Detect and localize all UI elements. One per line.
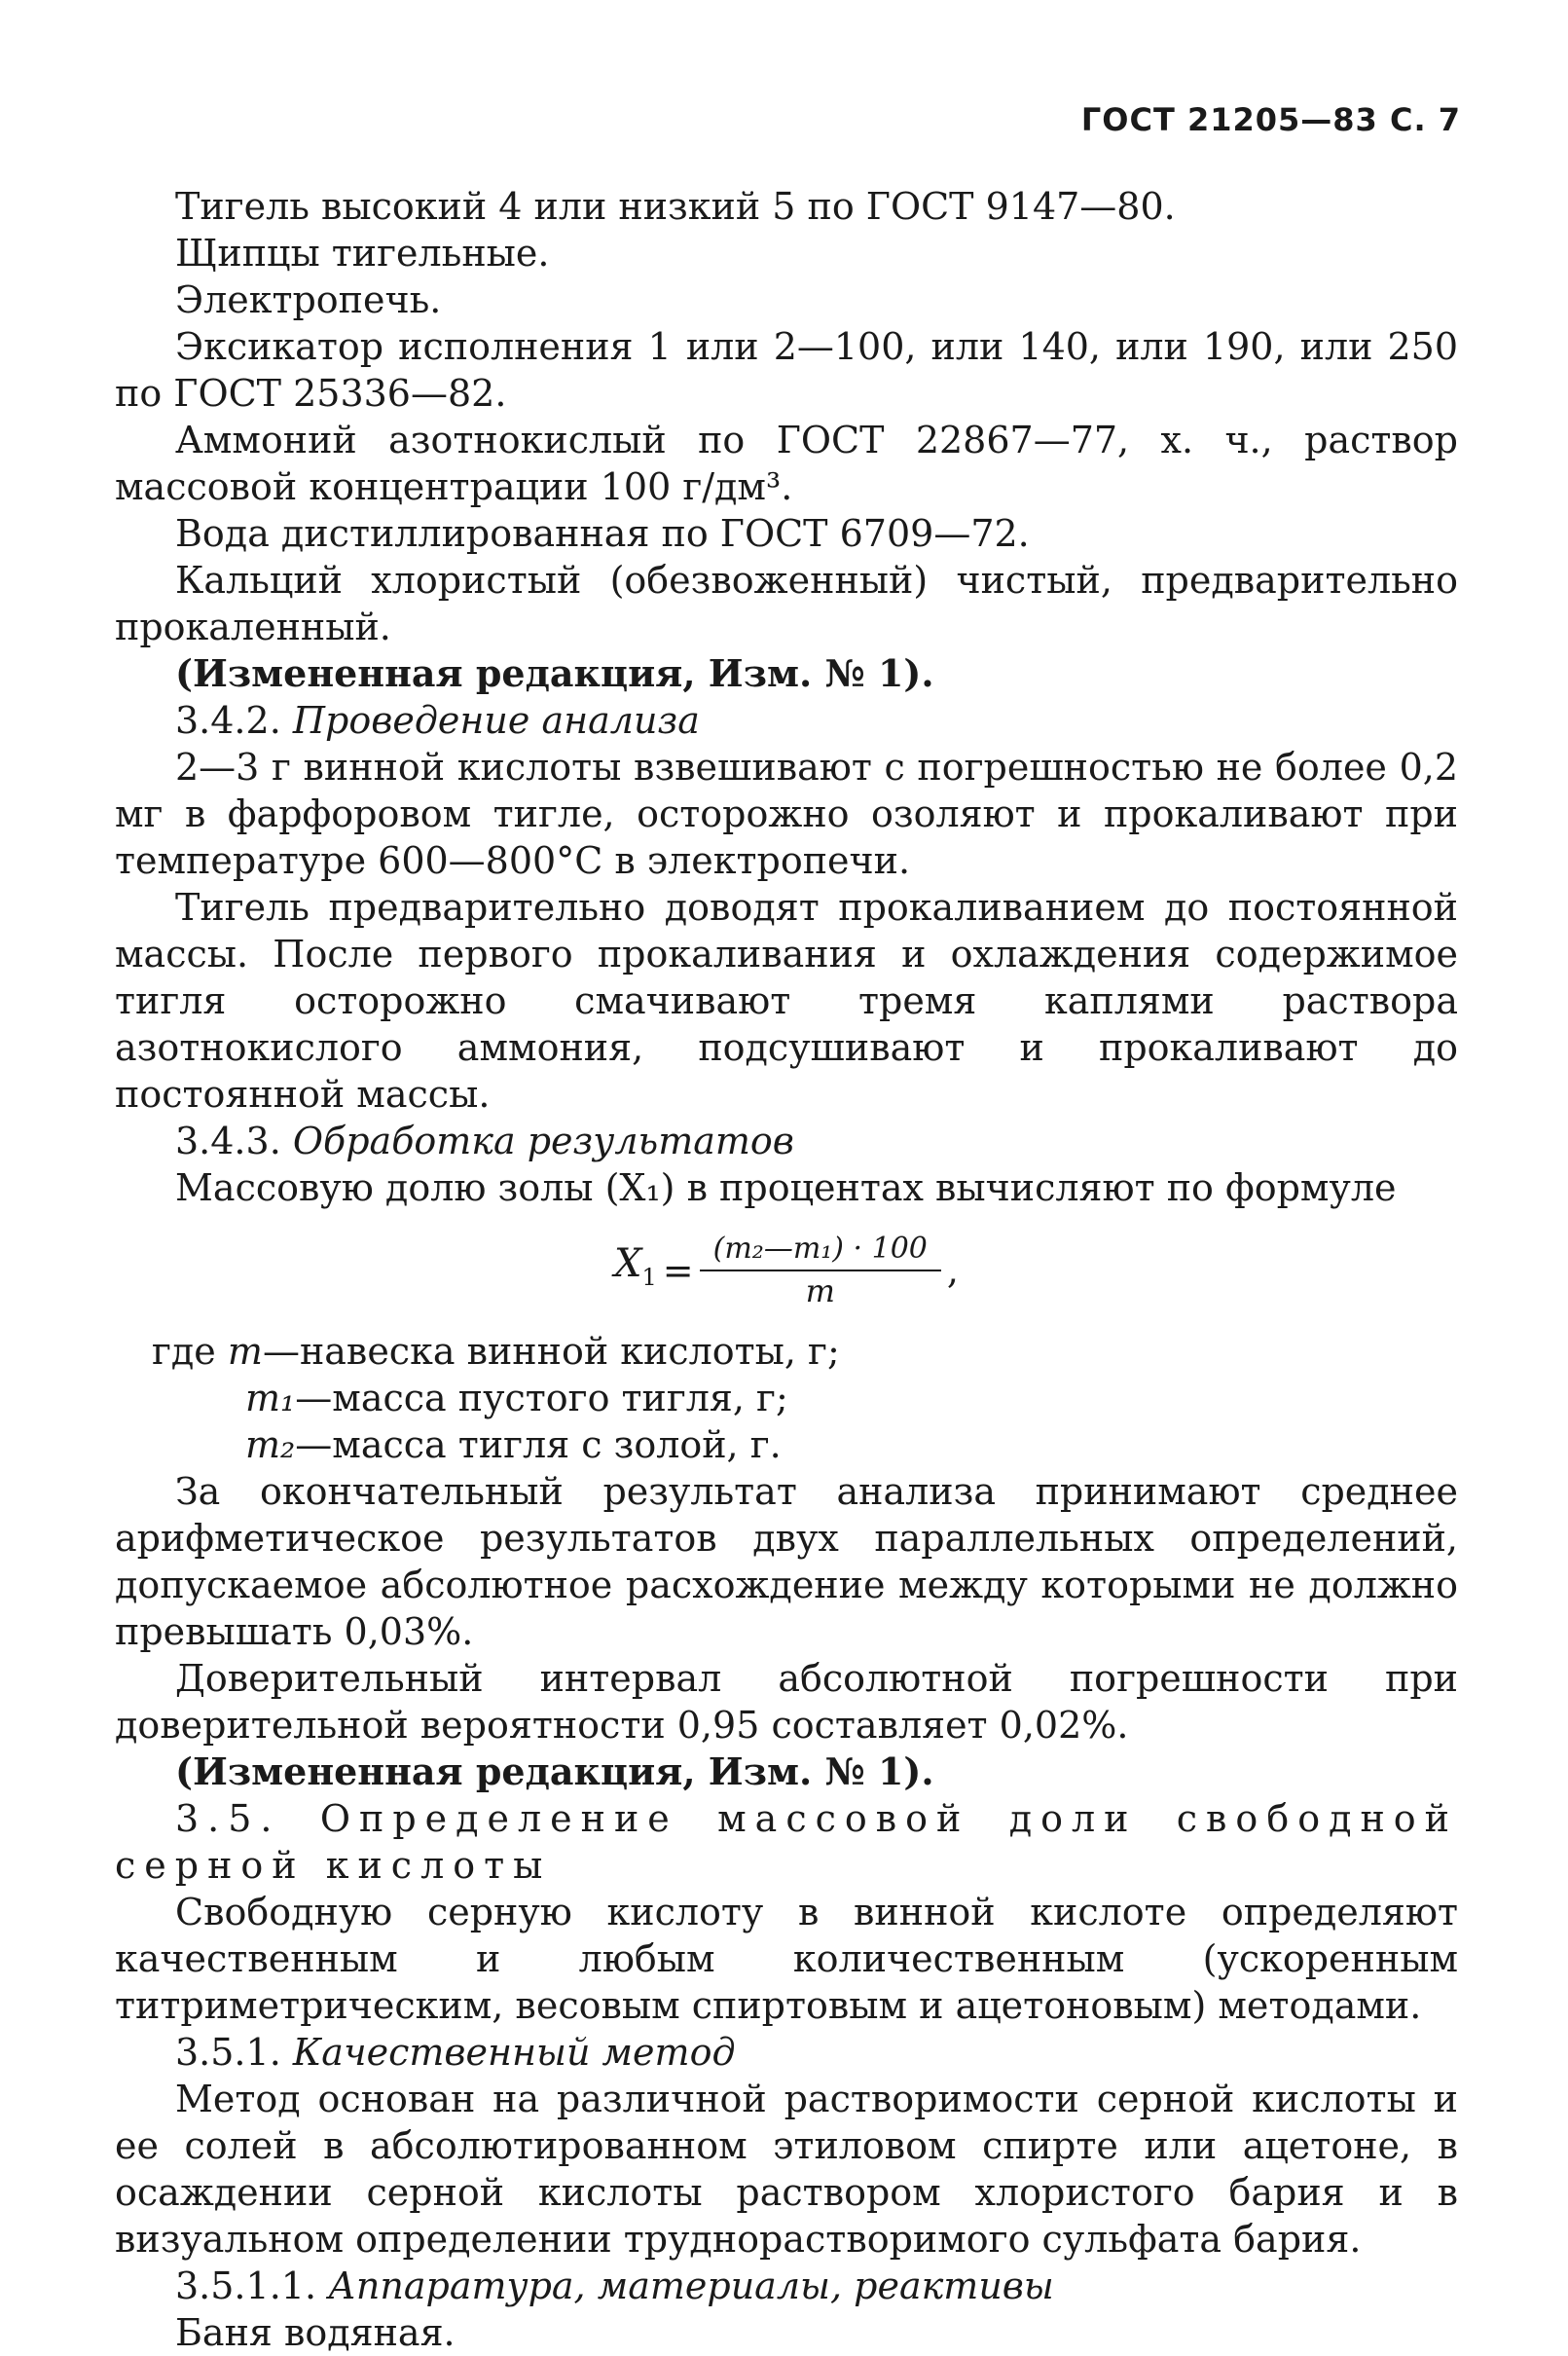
legend-row xyxy=(152,1421,1458,1468)
section-title: Аппаратура, материалы, реактивы xyxy=(328,2264,1054,2307)
section-title: Обработка результатов xyxy=(292,1120,794,1162)
page-header: ГОСТ 21205—83 С. 7 xyxy=(1080,101,1461,138)
formula-variable: X xyxy=(614,1241,642,1286)
section-number: 3.5.1.1. xyxy=(175,2264,317,2307)
section-number: 3.5.1. xyxy=(175,2031,281,2074)
section-number: 3.4.2. xyxy=(175,699,281,742)
formula-subscript: 1 xyxy=(641,1264,657,1291)
paragraph-final-result: За окончательный результат анализа принимают среднее арифметическое результатов двух параллельных определений, допускаемое абсолютное расхождение между которыми не должно превышать 0,03%. xyxy=(115,1470,1458,1653)
ash-formula xyxy=(115,1217,1458,1324)
section-heading-3-4-2 xyxy=(115,697,1458,744)
section-heading-3-5: 3.5. Определение массовой доли свободной серной кислоты xyxy=(115,1797,1458,1887)
formula-lhs xyxy=(614,1240,657,1301)
legend-lead: где xyxy=(152,1330,216,1373)
formula-denominator: m xyxy=(805,1272,835,1309)
section-heading-3-5-1 xyxy=(115,2029,1458,2076)
paragraph-desiccator: Эксикатор исполнения 1 или 2—100, или 140, или 190, или 250 по ГОСТ 25336—82. xyxy=(115,325,1458,415)
paragraph-tongs: Щипцы тигельные. xyxy=(175,232,550,275)
legend-symbol: m₂ xyxy=(245,1423,296,1466)
paragraph-sulfuric-methods: Свободную серную кислоту в винной кислоте определяют качественным и любым количественным (ускоренным титриметрическим, весовым спиртовым и ацетоновым) методами. xyxy=(115,1891,1458,2027)
formula-comma: , xyxy=(946,1249,959,1292)
amendment-note: (Измененная редакция, Изм. № 1). xyxy=(175,651,934,695)
section-title: Проведение анализа xyxy=(292,699,700,742)
formula-numerator: (m₂—m₁) · 100 xyxy=(700,1231,941,1271)
amendment-note: (Измененная редакция, Изм. № 1). xyxy=(175,1749,934,1793)
paragraph-method-basis: Метод основан на различной растворимости серной кислоты и ее солей в абсолютированном этиловом спирте или ацетоне, в осаждении серной кислоты раствором хлористого бария и в визуальном определении труднорастворимого сульфата бария. xyxy=(115,2078,1458,2261)
paragraph-distilled-water: Вода дистиллированная по ГОСТ 6709—72. xyxy=(175,512,1030,555)
paragraph-confidence: Доверительный интервал абсолютной погрешности при доверительной вероятности 0,95 составляет 0,02%. xyxy=(115,1657,1458,1747)
paragraph-ash-fraction: Массовую долю золы (X₁) в процентах вычисляют по формуле xyxy=(175,1166,1397,1209)
paragraph-calcium-chloride: Кальций хлористый (обезвоженный) чистый, предварительно прокаленный. xyxy=(115,559,1458,648)
section-heading-3-5-1-1 xyxy=(115,2263,1458,2309)
paragraph-weighing: 2—3 г винной кислоты взвешивают с погрешностью не более 0,2 мг в фарфоровом тигле, осторожно озоляют и прокаливают при температуре 600—800°С в электропечи. xyxy=(115,746,1458,882)
formula-fraction xyxy=(700,1231,941,1310)
paragraph-ammonium-nitrate: Аммоний азотнокислый по ГОСТ 22867—77, х. ч., раствор массовой концентрации 100 г/дм³. xyxy=(115,419,1458,508)
formula-legend xyxy=(152,1328,1458,1468)
legend-row xyxy=(152,1328,1458,1375)
legend-row xyxy=(152,1375,1458,1421)
section-title: Качественный метод xyxy=(292,2031,736,2074)
section-heading-3-4-3 xyxy=(115,1118,1458,1164)
formula-equals: = xyxy=(662,1249,694,1292)
section-number: 3.4.3. xyxy=(175,1120,281,1162)
legend-text: —масса тигля с золой, г. xyxy=(295,1423,782,1466)
paragraph-water-bath: Баня водяная. xyxy=(175,2311,456,2354)
legend-symbol: m xyxy=(227,1330,263,1373)
paragraph-constant-mass: Тигель предварительно доводят прокаливанием до постоянной массы. После первого прокаливания и охлаждения содержимое тигля осторожно смачивают тремя каплями раствора азотнокислого аммония, подсушивают и прокаливают до постоянной массы. xyxy=(115,886,1458,1116)
paragraph-furnace: Электропечь. xyxy=(175,278,442,321)
document-body xyxy=(115,183,1458,2356)
legend-symbol: m₁ xyxy=(245,1377,296,1419)
legend-text: —навеска винной кислоты, г; xyxy=(262,1330,840,1373)
legend-text: —масса пустого тигля, г; xyxy=(295,1377,788,1419)
paragraph-crucible: Тигель высокий 4 или низкий 5 по ГОСТ 9147—80. xyxy=(175,185,1176,228)
